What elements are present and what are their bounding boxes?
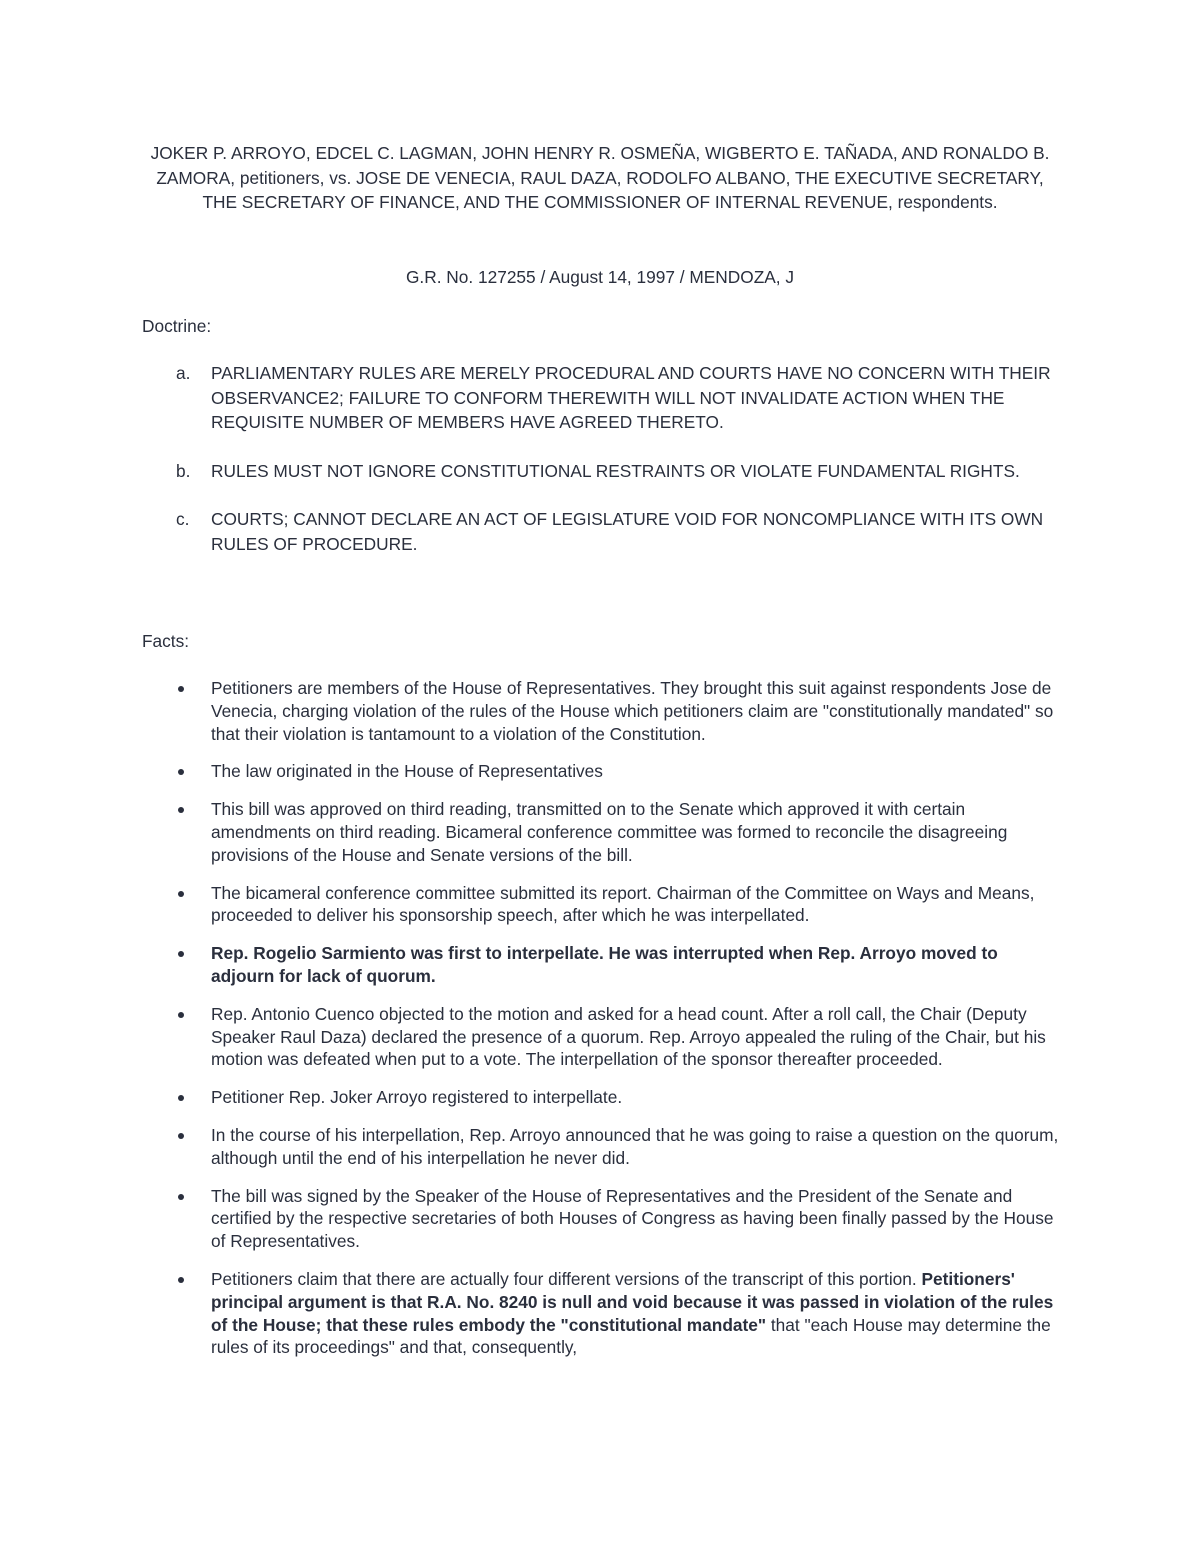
case-info: G.R. No. 127255 / August 14, 1997 / MENDOZA, J bbox=[405, 267, 795, 287]
fact-item bbox=[142, 760, 1062, 783]
fact-text: The bill was signed by the Speaker of the House of Representatives and the President of the Senate and certified by the respective secretaries of both Houses of Congress as having been finally passed by the House of Representatives. bbox=[211, 1185, 1054, 1252]
fact-text: In the course of his interpellation, Rep. Arroyo announced that he was going to raise a question on the quorum, although until the end of his interpellation he never did. bbox=[211, 1124, 1059, 1168]
bullet-icon bbox=[178, 1012, 184, 1018]
bullet-icon bbox=[178, 951, 184, 957]
bullet-icon bbox=[178, 686, 184, 692]
doctrine-list bbox=[142, 361, 1058, 581]
doctrine-text: RULES MUST NOT IGNORE CONSTITUTIONAL RESTRAINTS OR VIOLATE FUNDAMENTAL RIGHTS. bbox=[211, 460, 1020, 481]
fact-text: Rep. Antonio Cuenco objected to the motion and asked for a head count. After a roll call, the Chair (Deputy Speaker Raul Daza) declared the presence of a quorum. Rep. Arroyo appealed the ruling of the Chair, but his motion was defeated when put to a vote. The interpellation of the sponsor thereafter proceeded. bbox=[211, 1003, 1046, 1070]
fact-text: Petitioners are members of the House of Representatives. They brought this suit against respondents Jose de Venecia, charging violation of the rules of the House which petitioners claim are "constitutionally mandated" so that their violation is tantamount to a violation of the Constitution. bbox=[211, 678, 1054, 744]
doctrine-letter: c. bbox=[176, 509, 190, 530]
fact-text-tail: that "each House may determine the rules of its proceedings" and that, consequently, bbox=[211, 1314, 1051, 1358]
fact-item bbox=[142, 942, 1062, 988]
doctrine-text: COURTS; CANNOT DECLARE AN ACT OF LEGISLATURE VOID FOR NONCOMPLIANCE WITH ITS OWN RULES OF PROCEDURE. bbox=[211, 509, 1044, 554]
bullet-icon bbox=[178, 807, 184, 813]
doctrine-text: PARLIAMENTARY RULES ARE MERELY PROCEDURAL AND COURTS HAVE NO CONCERN WITH THEIR OBSERVANCE2; FAILURE TO CONFORM THEREWITH WILL NOT INVALIDATE ACTION WHEN THE REQUISITE NUMBER OF MEMBERS HAVE AGREED THERETO. bbox=[211, 363, 1051, 433]
doctrine-item bbox=[142, 459, 1058, 484]
fact-item bbox=[142, 1086, 1062, 1109]
doctrine-heading: Doctrine: bbox=[142, 316, 212, 336]
fact-text: The law originated in the House of Representatives bbox=[211, 761, 603, 782]
fact-text: The bicameral conference committee submitted its report. Chairman of the Committee on Ways and Means, proceeded to deliver his sponsorship speech, after which he was interpellated. bbox=[211, 882, 1035, 926]
bullet-icon bbox=[178, 1194, 184, 1200]
doctrine-item bbox=[142, 507, 1058, 556]
bullet-icon bbox=[178, 1095, 184, 1101]
fact-text-bold: Petitioners' principal argument is that R.A. No. 8240 is null and void because it was passed in violation of the rules of the House; that these rules embody the "constitutional mandate" bbox=[211, 1268, 1054, 1335]
facts-heading: Facts: bbox=[142, 631, 190, 651]
fact-item bbox=[142, 1185, 1062, 1253]
fact-item bbox=[142, 798, 1062, 866]
fact-item bbox=[142, 882, 1062, 928]
fact-item bbox=[142, 1268, 1062, 1359]
bullet-icon bbox=[178, 769, 184, 775]
bullet-icon bbox=[178, 1133, 184, 1139]
fact-item bbox=[142, 1124, 1062, 1170]
doctrine-letter: b. bbox=[176, 460, 191, 481]
facts-list bbox=[142, 677, 1062, 1374]
case-caption: JOKER P. ARROYO, EDCEL C. LAGMAN, JOHN HENRY R. OSMEÑA, WIGBERTO E. TAÑADA, AND RONALDO B. ZAMORA, petitioners, vs. JOSE DE VENECIA, RAUL DAZA, RODOLFO ALBANO, THE EXECUTIVE SECRETARY, THE SECRETARY OF FINANCE, AND THE COMMISSIONER OF INTERNAL REVENUE, respondents. bbox=[150, 143, 1050, 213]
fact-item bbox=[142, 1003, 1062, 1071]
fact-item bbox=[142, 677, 1062, 745]
bullet-icon bbox=[178, 1277, 184, 1283]
fact-text: This bill was approved on third reading, transmitted on to the Senate which approved it with certain amendments on third reading. Bicameral conference committee was formed to reconcile the disagreeing provisions of the House and Senate versions of the bill. bbox=[211, 799, 1008, 865]
doctrine-letter: a. bbox=[176, 363, 191, 383]
bullet-icon bbox=[178, 891, 184, 897]
doctrine-item bbox=[142, 361, 1058, 435]
fact-text: Petitioner Rep. Joker Arroyo registered to interpellate. bbox=[211, 1087, 623, 1108]
fact-text-plain: Petitioners claim that there are actually four different versions of the transcript of this portion. bbox=[211, 1268, 917, 1289]
fact-text: Rep. Rogelio Sarmiento was first to interpellate. He was interrupted when Rep. Arroyo moved to adjourn for lack of quorum. bbox=[211, 943, 998, 986]
